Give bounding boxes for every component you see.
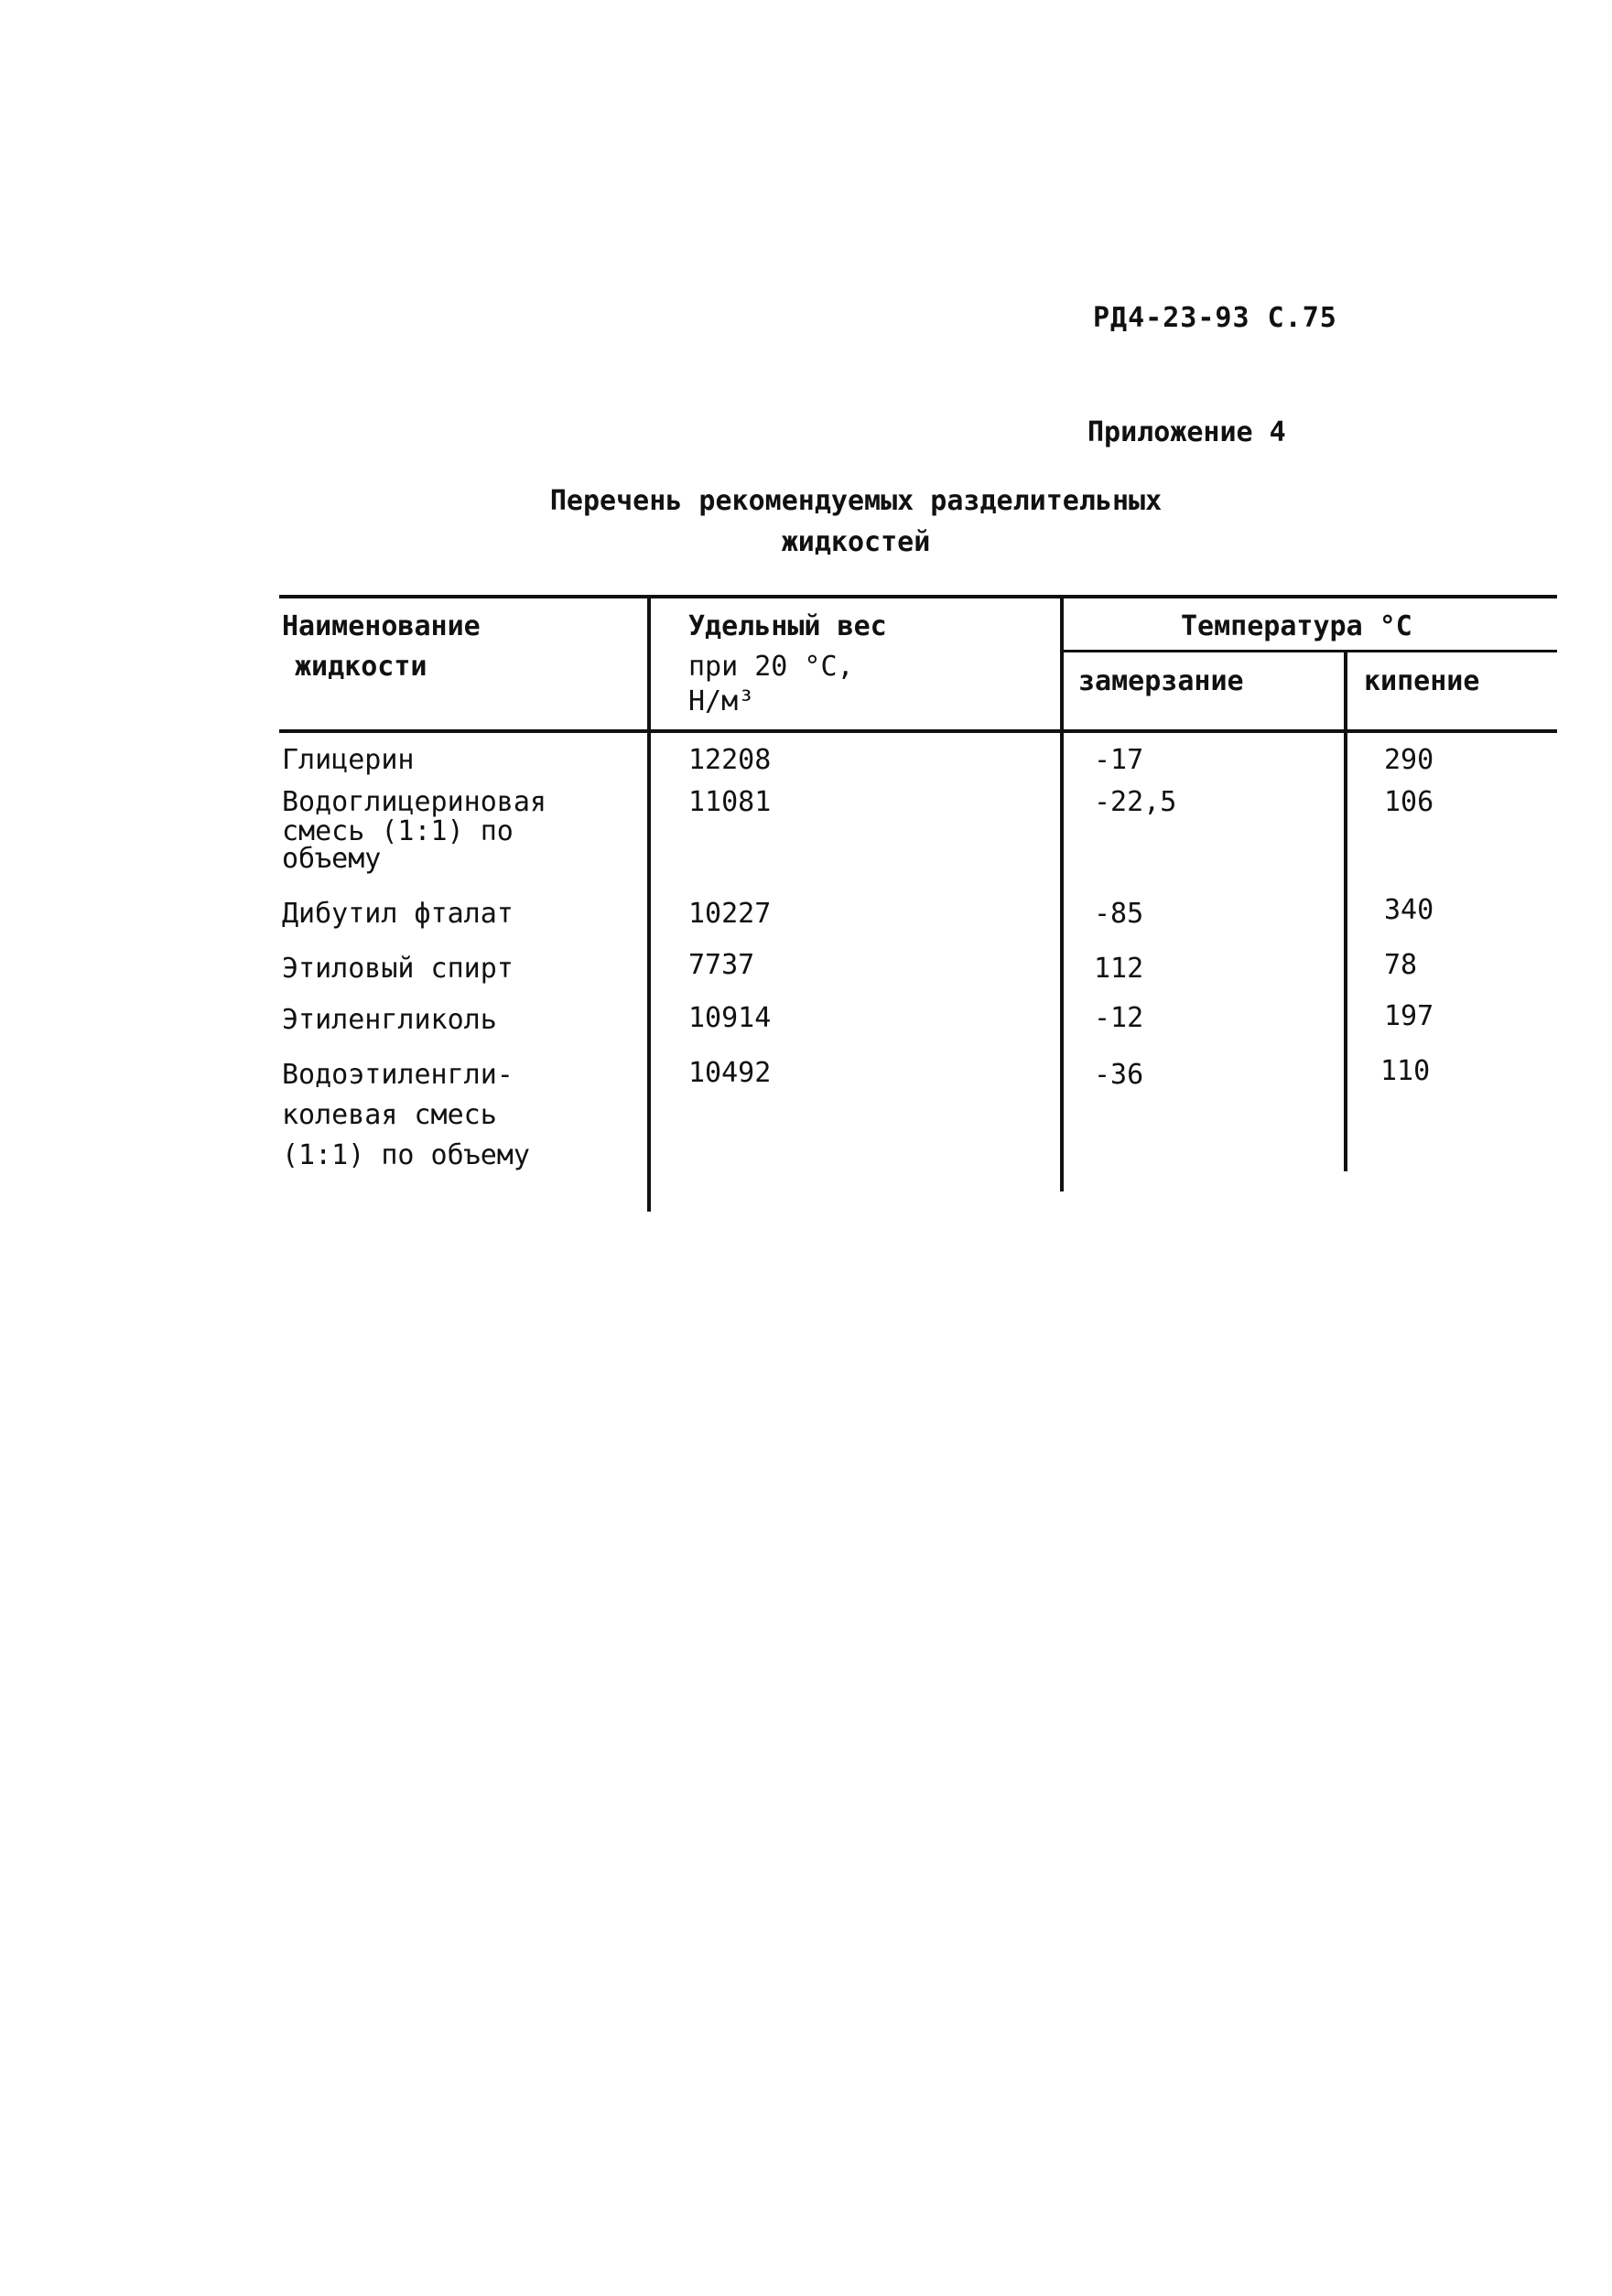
header-weight-line-1: Удельный вес <box>688 610 887 642</box>
row-2-weight: 11081 <box>688 786 772 818</box>
row-2-boiling: 106 <box>1384 786 1434 818</box>
header-name-line-2: жидкости <box>295 651 427 683</box>
column-divider-3 <box>1344 652 1347 1171</box>
row-5-boiling: 197 <box>1384 1000 1434 1032</box>
row-6-freezing: -36 <box>1094 1059 1144 1091</box>
temperature-subheader-rule <box>1062 650 1557 652</box>
row-3-weight: 10227 <box>688 898 772 930</box>
column-divider-1 <box>647 597 651 1212</box>
row-6-weight: 10492 <box>688 1057 772 1089</box>
row-6-name-line-1: Водоэтиленгли- <box>282 1059 514 1091</box>
table-title-line-2: жидкостей <box>781 526 931 558</box>
header-name-line-1: Наименование <box>282 610 481 642</box>
row-2-freezing: -22,5 <box>1094 786 1177 818</box>
row-1-name: Глицерин <box>282 744 415 776</box>
header-freezing: замерзание <box>1078 665 1244 697</box>
row-5-name: Этиленгликоль <box>282 1004 497 1036</box>
row-4-weight: 7737 <box>688 949 755 981</box>
header-weight-line-2: при 20 °С, <box>688 651 854 683</box>
appendix-label: Приложение 4 <box>1087 416 1286 448</box>
row-2-name-line-2: смесь (1:1) по <box>282 815 514 847</box>
header-bottom-rule <box>279 729 1557 733</box>
document-code: РД4-23-93 С.75 <box>1093 302 1337 334</box>
row-6-name-line-3: (1:1) по объему <box>282 1139 530 1171</box>
row-6-boiling: 110 <box>1380 1055 1431 1087</box>
row-4-freezing: 112 <box>1094 953 1144 985</box>
header-temperature: Температура °С <box>1181 610 1412 642</box>
header-weight-line-3: Н/м³ <box>688 685 755 717</box>
row-3-boiling: 340 <box>1384 894 1434 926</box>
row-5-weight: 10914 <box>688 1002 772 1034</box>
row-3-name: Дибутил фталат <box>282 898 514 930</box>
row-2-name-line-3: объему <box>282 843 382 875</box>
row-6-name-line-2: колевая смесь <box>282 1099 497 1131</box>
table-top-rule <box>279 595 1557 598</box>
row-4-boiling: 78 <box>1384 949 1418 981</box>
row-1-weight: 12208 <box>688 744 772 776</box>
row-2-name-line-1: Водоглицериновая <box>282 786 546 818</box>
row-1-freezing: -17 <box>1094 744 1144 776</box>
row-1-boiling: 290 <box>1384 744 1434 776</box>
column-divider-2 <box>1060 597 1064 1191</box>
row-4-name: Этиловый спирт <box>282 953 514 985</box>
row-3-freezing: -85 <box>1094 898 1144 930</box>
header-boiling: кипение <box>1364 665 1480 697</box>
row-5-freezing: -12 <box>1094 1002 1144 1034</box>
table-title-line-1: Перечень рекомендуемых разделительных <box>549 485 1163 517</box>
